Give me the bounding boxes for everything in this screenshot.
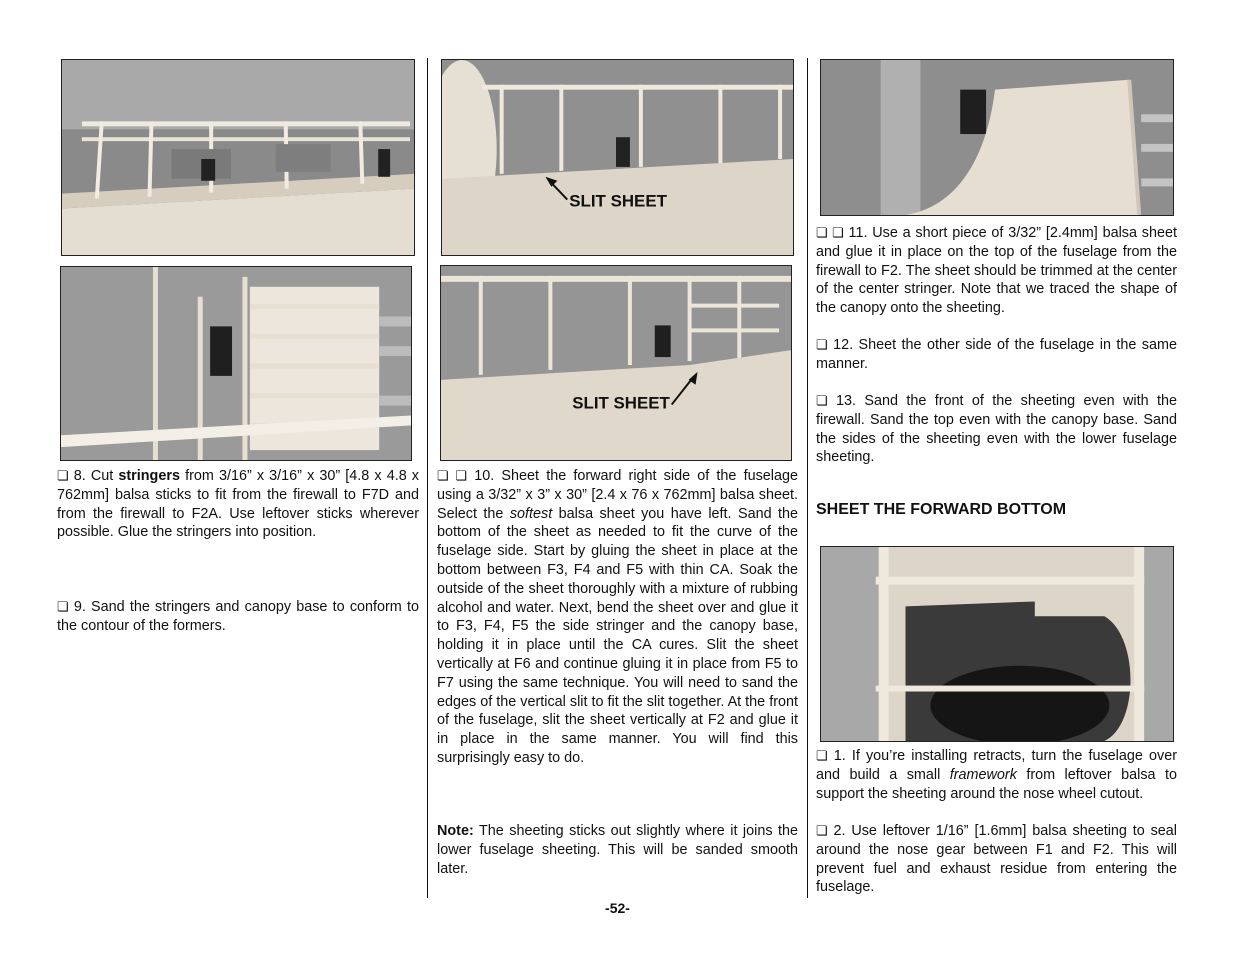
checkbox-icon[interactable]: ❏ [57, 468, 69, 483]
checkbox-icon[interactable]: ❏ [57, 599, 69, 614]
step-12-text: ❏ 12. Sheet the other side of the fuselage in the same manner. [816, 337, 1177, 372]
term-stringers: stringers [118, 468, 180, 484]
slit-sheet-label: SLIT SHEET [572, 393, 670, 413]
photo-slit-sheet-rear [441, 59, 794, 256]
checkbox-icon[interactable]: ❏ ❏ [816, 225, 844, 240]
checkbox-icon[interactable]: ❏ [816, 748, 828, 763]
column-divider-right [807, 58, 808, 898]
checkbox-icon[interactable]: ❏ [816, 337, 828, 352]
step-11-text: ❏ ❏ 11. Use a short piece of 3/32” [2.4mm] balsa sheet and glue it in place on the top of the fuselage from the firewall to F2. The sheet should be trimmed at the center of the center stringer. Note that we traced the shape of the canopy onto the sheeting. [816, 225, 1177, 317]
checkbox-icon[interactable]: ❏ ❏ [437, 468, 468, 483]
term-softest: softest [509, 505, 553, 522]
note-text: Note: The sheeting sticks out slightly where it joins the lower fuselage sheeting. This will be sanded smooth later. [437, 823, 798, 877]
photo-slit-sheet-front [440, 265, 792, 461]
step-13-text: ❏ 13. Sand the front of the sheeting even with the firewall. Sand the top even with the canopy base. Sand the sides of the sheeting even with the lower fuselage sheeting. [816, 393, 1177, 466]
checkbox-icon[interactable]: ❏ [816, 393, 828, 408]
photo-top-sheeting [820, 59, 1174, 216]
bottom-step-1-text: ❏ 1. If you’re installing retracts, turn the fuselage over and build a small framework from leftover balsa to support the sheeting around the nose wheel cutout. [816, 748, 1177, 802]
column-divider-left [427, 58, 428, 898]
checkbox-icon[interactable]: ❏ [816, 823, 828, 838]
photo-fuselage-nose-formers [60, 266, 412, 461]
term-framework: framework [949, 766, 1017, 783]
page-number: -52- [605, 900, 630, 916]
step-9-text: ❏ 9. Sand the stringers and canopy base to conform to the contour of the formers. [57, 599, 419, 634]
slit-sheet-label: SLIT SHEET [569, 191, 667, 211]
step-10-text: ❏ ❏ 10. Sheet the forward right side of the fuselage using a 3/32” x 3” x 30” [2.4 x 76 x 762mm] balsa sheet. Select the softest balsa sheet you have left. Sand the bottom of the sheet as needed to fit the curve of the fuselage side. Start by gluing the sheet in place at the bottom between F3, F4 and F5 with thin CA. Soak the outside of the sheet thoroughly with a mixture of rubbing alcohol and water. Next, bend the sheet over and glue it to F3, F4, F5 the side stringer and the canopy base, holding it in place until the CA cures. Slit the sheet vertically at F6 and continue gluing it in place from F5 to F7 using the same technique. You will need to sand the edges of the vertical slit to fit the slit together. At the front of the fuselage, slit the sheet vertically at F2 and glue it in place in the same manner. You will find this surprisingly easy to do. [437, 468, 799, 766]
section-heading: SHEET THE FORWARD BOTTOM [816, 501, 1067, 518]
bottom-step-2-text: ❏ 2. Use leftover 1/16” [1.6mm] balsa sheeting to seal around the nose gear between F1 and F2. This will prevent fuel and exhaust residue from entering the fuselage. [816, 823, 1177, 896]
step-8-text: ❏ 8. Cut stringers from 3/16” x 3/16” x 30” [4.8 x 4.8 x 762mm] balsa sticks to fit from the firewall to F7D and from the firewall to F2A. Use leftover sticks wherever possible. Glue the stringers into position. [57, 468, 420, 541]
photo-fuselage-stringers [61, 59, 415, 256]
photo-nose-wheel-cutout [820, 546, 1174, 742]
note-label: Note: [437, 823, 474, 839]
